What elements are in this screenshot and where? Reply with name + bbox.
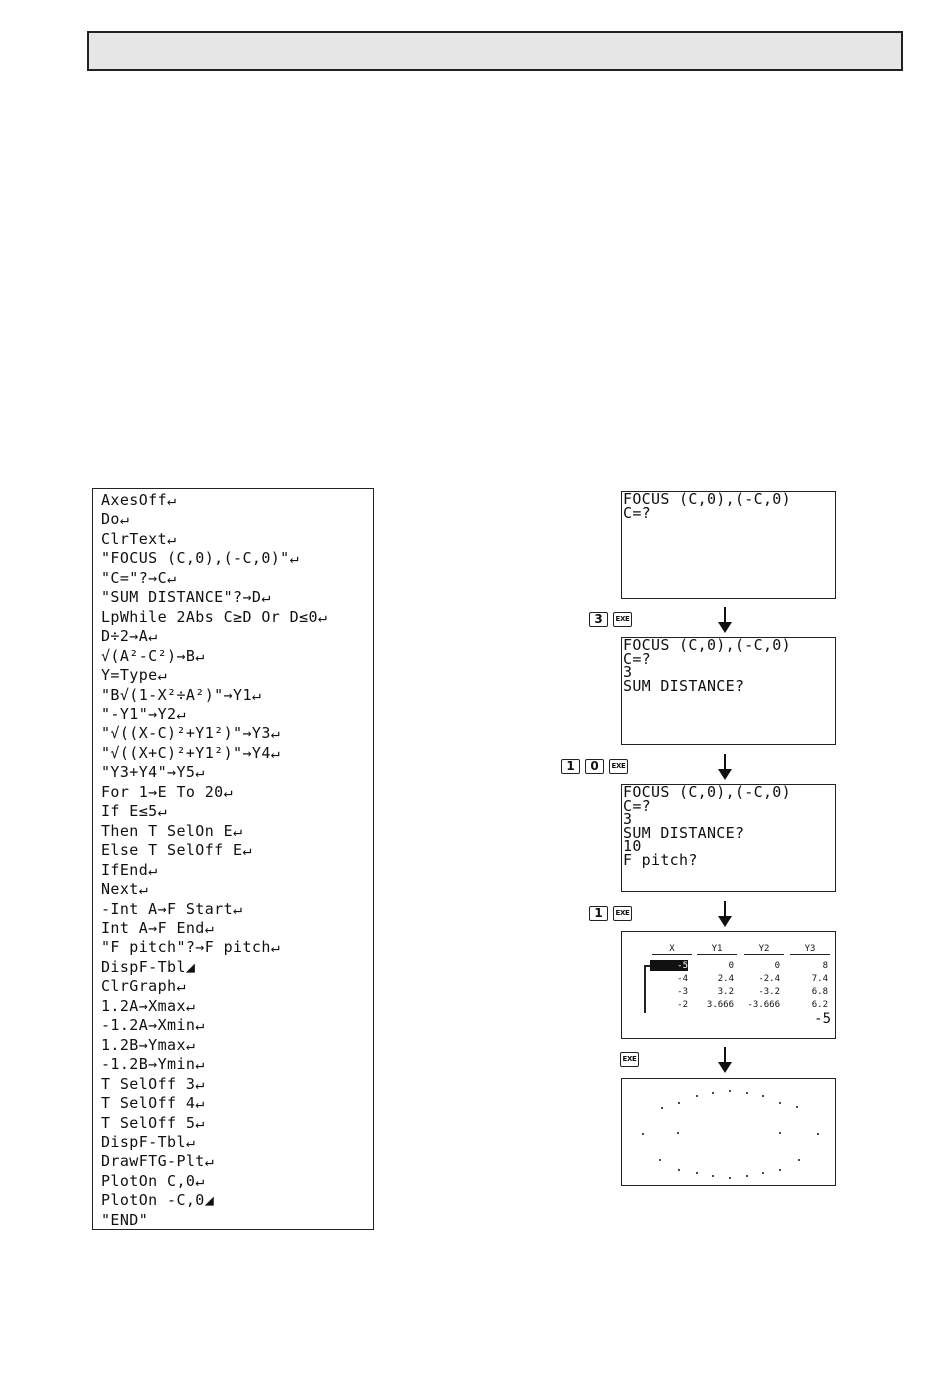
down-arrow-icon: [712, 606, 738, 634]
calc-screen-graph: [621, 1078, 836, 1186]
program-line: -1.2B→Ymin↵: [101, 1055, 205, 1074]
key-exe[interactable]: EXE: [613, 906, 632, 921]
table-header-y1: Y1: [697, 944, 737, 955]
program-line: PlotOn C,0↵: [101, 1171, 205, 1190]
program-line: PlotOn -C,0◢: [101, 1191, 215, 1210]
screen-line: 3: [623, 810, 633, 828]
program-line: -1.2A→Xmin↵: [101, 1016, 205, 1035]
calc-screen-2: [621, 637, 836, 745]
down-arrow-icon: [712, 900, 738, 928]
program-line: Y=Type↵: [101, 666, 168, 685]
table-cell: 0: [774, 961, 780, 971]
program-line: DispF-Tbl◢: [101, 957, 196, 976]
key-exe[interactable]: EXE: [609, 759, 628, 774]
program-line: "√((X-C)²+Y1²)"→Y3↵: [101, 724, 281, 743]
program-line: DrawFTG-Plt↵: [101, 1152, 215, 1171]
program-line: "SUM DISTANCE"?→D↵: [101, 588, 271, 607]
program-line: "FOCUS (C,0),(-C,0)"↵: [101, 549, 300, 568]
table-cell: -3: [677, 987, 688, 997]
table-cell: 8: [822, 961, 828, 971]
program-line: Next↵: [101, 880, 149, 899]
table-header-y2: Y2: [744, 944, 784, 955]
screen-line: 3: [623, 663, 633, 681]
screen-line: SUM DISTANCE?: [623, 823, 745, 842]
program-line: T SelOff 4↵: [101, 1094, 205, 1113]
calc-screen-1: [621, 491, 836, 599]
program-line: DispF-Tbl↵: [101, 1132, 196, 1151]
key-exe[interactable]: EXE: [620, 1052, 639, 1067]
table-cell: 0: [728, 961, 734, 971]
table-cell: -5: [677, 961, 688, 971]
table-cell: 3.666: [706, 1000, 734, 1010]
table-cell: 2.4: [717, 974, 734, 984]
program-line: "F pitch"?→F pitch↵: [101, 938, 281, 957]
table-cell: -4: [677, 974, 688, 984]
calc-screen-table: [621, 931, 836, 1039]
table-header-y3: Y3: [790, 944, 830, 955]
screen-line: F pitch?: [623, 850, 698, 869]
screen-line: 10: [623, 837, 642, 855]
program-line: T SelOff 3↵: [101, 1074, 205, 1093]
screen-line: SUM DISTANCE?: [623, 676, 745, 695]
key-sequence-2: [561, 759, 628, 774]
program-line: LpWhile 2Abs C≥D Or D≤0↵: [101, 607, 328, 626]
plot-points: [642, 1090, 819, 1179]
program-line: T SelOff 5↵: [101, 1113, 205, 1132]
screen-line: C=?: [623, 649, 651, 668]
table-cell: 3.2: [717, 987, 734, 997]
program-listing: [92, 488, 374, 1230]
program-line: -Int A→F Start↵: [101, 899, 243, 918]
program-line: D÷2→A↵: [101, 627, 158, 646]
table-header-x: X: [652, 944, 692, 955]
table-cell: -2.4: [758, 974, 780, 984]
program-line: If E≤5↵: [101, 802, 168, 821]
program-line: Do↵: [101, 510, 130, 529]
program-line: "END": [101, 1210, 149, 1229]
down-arrow-icon: [712, 753, 738, 781]
program-line: "√((X+C)²+Y1²)"→Y4↵: [101, 743, 281, 762]
screen-line: FOCUS (C,0),(-C,0): [623, 491, 791, 508]
screen-line: FOCUS (C,0),(-C,0): [623, 784, 791, 801]
program-line: AxesOff↵: [101, 491, 177, 509]
program-line: IfEnd↵: [101, 860, 158, 879]
screen-line: C=?: [623, 796, 651, 815]
program-line: 1.2B→Ymax↵: [101, 1035, 196, 1054]
program-line: "C="?→C↵: [101, 568, 177, 587]
program-line: For 1→E To 20↵: [101, 782, 234, 801]
program-line: "B√(1-X²÷A²)"→Y1↵: [101, 685, 262, 704]
ellipse-plot: [622, 1079, 836, 1186]
key-3[interactable]: 3: [589, 612, 608, 627]
table-cell: -3.666: [747, 1000, 780, 1010]
program-line: ClrText↵: [101, 529, 177, 548]
screen-line: FOCUS (C,0),(-C,0): [623, 637, 791, 654]
key-sequence-3: [589, 906, 632, 921]
table-current-value: -5: [814, 1011, 831, 1027]
program-line: ClrGraph↵: [101, 977, 186, 996]
program-line: "-Y1"→Y2↵: [101, 704, 186, 723]
page-header-bar: [87, 31, 903, 71]
program-line: Then T SelOn E↵: [101, 821, 243, 840]
program-line: 1.2A→Xmax↵: [101, 996, 196, 1015]
program-line: Else T SelOff E↵: [101, 841, 252, 860]
table-cell: -2: [677, 1000, 688, 1010]
table-cell: 7.4: [811, 974, 828, 984]
down-arrow-icon: [712, 1046, 738, 1074]
key-1[interactable]: 1: [589, 906, 608, 921]
program-line: √(A²-C²)→B↵: [101, 646, 205, 665]
key-0[interactable]: 0: [585, 759, 604, 774]
key-1[interactable]: 1: [561, 759, 580, 774]
key-sequence-4: [620, 1052, 639, 1067]
table-cell: 6.8: [811, 987, 828, 997]
key-sequence-1: [589, 612, 632, 627]
program-line: "Y3+Y4"→Y5↵: [101, 763, 205, 782]
table-cell: -3.2: [758, 987, 780, 997]
key-exe[interactable]: EXE: [613, 612, 632, 627]
screen-line: C=?: [623, 503, 651, 522]
table-cell: 6.2: [811, 1000, 828, 1010]
program-line: Int A→F End↵: [101, 918, 215, 937]
calc-screen-3: [621, 784, 836, 892]
